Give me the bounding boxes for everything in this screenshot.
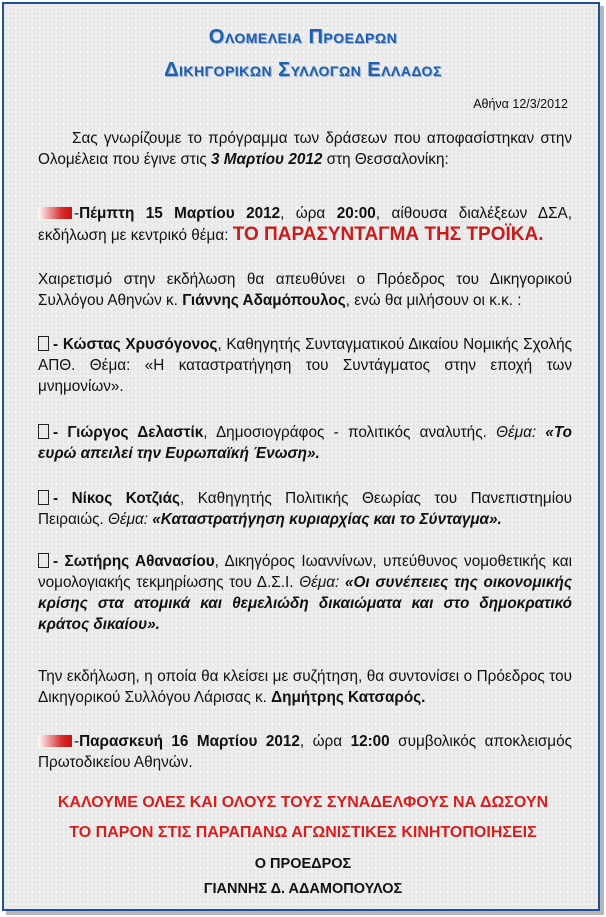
speaker-item: - Νίκος Κοτζιάς, Καθηγητής Πολιτικής Θεωρίας του Πανεπιστημίου Πειραιώς. Θέμα: «Καταστρατήγηση κυριαρχίας και το Σύνταγμα». [38, 490, 572, 528]
event2-paragraph: -Παρασκευή 16 Μαρτίου 2012, ώρα 12:00 συμβολικός αποκλεισμός Πρωτοδικείου Αθηνών. [38, 733, 572, 771]
intro-paragraph: Σας γνωρίζουμε το πρόγραμμα των δράσεων που αποφασίστηκαν στην Ολομέλεια που έγινε στις 3 Μαρτίου 2012 στη Θεσσαλονίκη: [38, 130, 572, 168]
event1-paragraph: -Πέμπτη 15 Μαρτίου 2012, ώρα 20:00, αίθουσα διαλέξεων ΔΣΑ, εκδήλωση με κεντρικό θέμα: ΤΟ ΠΑΡΑΣΥΝΤΑΓΜΑ ΤΗΣ ΤΡΟΪΚΑ. [38, 205, 572, 245]
intro-date: 3 Μαρτίου 2012 [210, 151, 323, 168]
title-line-2: Δικηγορικων Συλλογων Ελλαδος [164, 59, 442, 81]
greeting-paragraph: Χαιρετισμό στην εκδήλωση θα απευθύνει ο Πρόεδρος του Δικηγορικού Συλλόγου Αθηνών κ. Γιάννης Αδαμόπουλος, ενώ θα μιλήσουν οι κ.κ. : [38, 271, 572, 309]
title-line-1: Ολομελεια Προεδρων [208, 26, 398, 48]
bullet-box-icon [38, 553, 49, 568]
call-line-2: ΤΟ ΠΑΡΟΝ ΣΤΙΣ ΠΑΡΑΠΑΝΩ ΑΓΩΝΙΣΤΙΚΕΣ ΚΙΝΗΤΟΠΟΙΗΣΕΙΣ [69, 824, 537, 841]
bullet-box-icon [38, 424, 49, 439]
red-bar-bullet [38, 207, 72, 219]
signature-role: Ο ΠΡΟΕΔΡΟΣ [254, 856, 352, 872]
coordinator-paragraph: Την εκδήλωση, η οποία θα κλείσει με συζήτηση, θα συντονίσει ο Πρόεδρος του Δικηγορικού Συλλόγου Λάρισας κ. Δημήτρης Κατσαρός. [38, 668, 572, 706]
event-theme: ΤΟ ΠΑΡΑΣΥΝΤΑΓΜΑ ΤΗΣ ΤΡΟΪΚΑ [232, 224, 539, 245]
announcement-page [2, 2, 600, 911]
signature-name: ΓΙΑΝΝΗΣ Δ. ΑΔΑΜΟΠΟΥΛΟΣ [203, 881, 403, 897]
date-line: Αθήνα 12/3/2012 [473, 97, 568, 111]
bullet-box-icon [38, 490, 49, 505]
speaker-item: - Κώστας Χρυσόγονος, Καθηγητής Συνταγματικού Δικαίου Νομικής Σχολής ΑΠΘ. Θέμα: «Η καταστρατήγηση του Συντάγματος στην εποχή των μνημονίων». [38, 336, 572, 395]
speaker-item: - Σωτήρης Αθανασίου, Δικηγόρος Ιωαννίνων, υπεύθυνος νομοθετικής και νομολογιακής τεκμηρίωσης του Δ.Σ.Ι. Θέμα: «Οι συνέπειες της οικονομικής κρίσης στα ατομικά και θεμελιώδη δικαιώματα και στο δημοκρατικό κράτος δικαίου». [38, 553, 572, 633]
red-bar-bullet [38, 735, 72, 747]
speaker-item: - Γιώργος Δελαστίκ, Δημοσιογράφος - πολιτικός αναλυτής. Θέμα: «Το ευρώ απειλεί την Ευρωπαϊκή Ένωση». [38, 424, 572, 462]
bullet-box-icon [38, 336, 49, 351]
call-line-1: ΚΑΛΟΥΜΕ ΟΛΕΣ ΚΑΙ ΟΛΟΥΣ ΤΟΥΣ ΣΥΝΑΔΕΛΦΟΥΣ ΝΑ ΔΩΣΟΥΝ [57, 794, 549, 811]
